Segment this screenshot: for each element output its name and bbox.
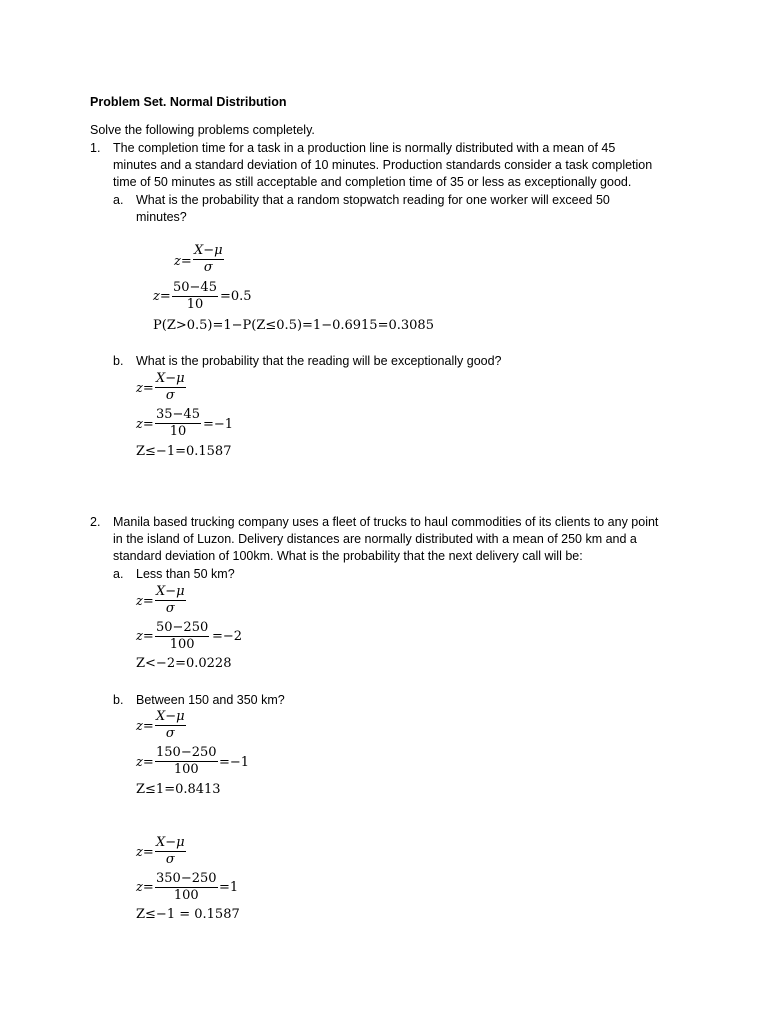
eq-lhs: z= [136,755,154,770]
eq-result: =−1 [219,755,250,770]
eq-denominator: σ [165,388,175,403]
intro-text: Solve the following problems completely. [90,123,315,137]
eq-fraction [155,709,186,742]
problem-2b-text-line: Between 150 and 350 km? [136,693,285,707]
eq-result: =0.5 [220,289,252,304]
eq-lhs: z= [174,254,192,269]
problem-2b-label: b. [113,693,124,707]
problem-2-text-line: in the island of Luzon. Delivery distances are normally distributed with a mean of 250 km and a [113,532,637,546]
problem-2a-text-line: Less than 50 km? [136,567,235,581]
eq-line: Z≤−1=0.1587 [136,444,232,459]
problem-2-text-line: Manila based trucking company uses a fleet of trucks to haul commodities of its clients to any point [113,515,659,529]
eq-line: Z≤−1 = 0.1587 [136,907,240,922]
problem-1a-text-line: minutes? [136,210,187,224]
problem-1-number: 1. [90,141,101,155]
eq-numerator: 35−45 [156,407,200,422]
eq-result: =−2 [212,629,243,644]
problem-1a-text-line: What is the probability that a random stopwatch reading for one worker will exceed 50 [136,193,610,207]
eq-fraction [155,407,201,440]
eq-line: Z≤1=0.8413 [136,782,221,797]
eq-numerator: X−μ [156,709,185,724]
eq-numerator: 350−250 [156,871,217,886]
eq-denominator: σ [165,726,175,741]
problem-2-text-line: standard deviation of 100km. What is the probability that the next delivery call will be: [113,549,583,563]
eq-fraction [155,871,218,904]
problem-1a-label: a. [113,193,124,207]
eq-fraction [155,835,186,868]
eq-denominator: 100 [173,762,199,777]
problem-2a-label: a. [113,567,124,581]
eq-numerator: 50−45 [173,280,217,295]
eq-lhs: z= [136,381,154,396]
eq-fraction [155,371,186,404]
eq-numerator: X−μ [156,835,185,850]
page-title: Problem Set. Normal Distribution [90,95,287,109]
eq-numerator: 50−250 [156,620,209,635]
eq-denominator: σ [165,601,175,616]
eq-lhs: z= [136,719,154,734]
eq-result: =1 [219,880,239,895]
eq-lhs: z= [136,880,154,895]
eq-line: P(Z>0.5)=1−P(Z≤0.5)=1−0.6915=0.3085 [153,318,434,333]
eq-lhs: z= [136,594,154,609]
eq-denominator: 10 [169,424,187,439]
problem-1b-label: b. [113,354,124,368]
eq-numerator: X−μ [156,584,185,599]
problem-1-text-line: minutes and a standard deviation of 10 minutes. Production standards consider a task completion [113,158,653,172]
eq-numerator: X−μ [156,371,185,386]
eq-denominator: 10 [186,297,204,312]
eq-denominator: 100 [169,637,195,652]
eq-denominator: σ [203,260,213,275]
problem-2-number: 2. [90,515,101,529]
problem-1b-text-line: What is the probability that the reading will be exceptionally good? [136,354,502,368]
problem-1-text-line: The completion time for a task in a production line is normally distributed with a mean of 45 [113,141,616,155]
eq-fraction [193,243,224,276]
eq-numerator: X−μ [194,243,223,258]
eq-lhs: z= [136,845,154,860]
eq-fraction [155,584,186,617]
eq-lhs: z= [153,289,171,304]
eq-fraction [172,280,218,313]
eq-result: =−1 [203,417,234,432]
eq-fraction [155,620,209,653]
problem-1-text-line: time of 50 minutes as still acceptable and completion time of 35 or less as exceptionally good. [113,175,632,189]
eq-denominator: σ [165,852,175,867]
eq-lhs: z= [136,629,154,644]
eq-fraction [155,745,218,778]
eq-denominator: 100 [173,888,199,903]
eq-line: Z<−2=0.0228 [136,656,232,671]
eq-numerator: 150−250 [156,745,217,760]
eq-lhs: z= [136,417,154,432]
